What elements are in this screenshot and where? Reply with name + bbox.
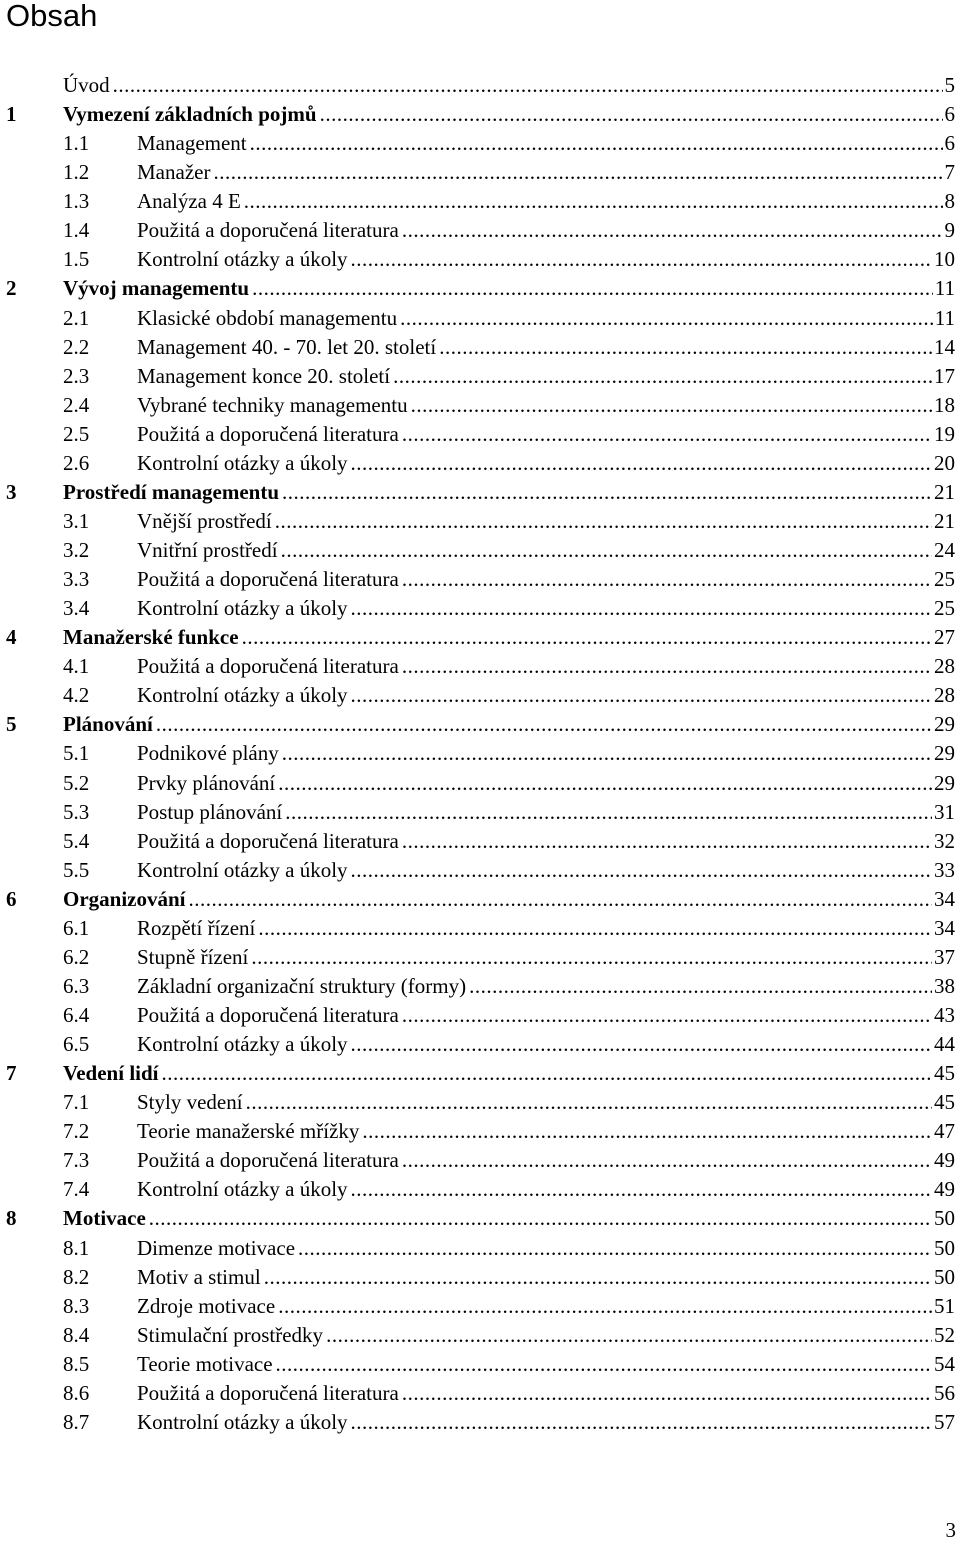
toc-entry-title: Kontrolní otázky a úkoly	[137, 1409, 348, 1434]
toc-entry-page: 5	[944, 73, 955, 97]
toc-entry-line	[137, 507, 955, 536]
toc-entry-number: 3.1	[63, 508, 90, 533]
toc-entry-title: Kontrolní otázky a úkoly	[137, 450, 348, 475]
toc-entry[interactable]	[0, 1001, 960, 1030]
toc-entry-page: 11	[934, 305, 955, 330]
toc-dot-leader	[276, 1350, 932, 1379]
toc-entry-number: 8.1	[63, 1235, 90, 1260]
toc-dot-leader	[411, 391, 932, 420]
toc-entry-number: 6	[6, 886, 17, 911]
toc-entry-page: 49	[934, 1148, 955, 1173]
toc-entry-title: Podnikové plány	[137, 741, 279, 766]
toc-entry[interactable]	[0, 914, 960, 943]
toc-entry[interactable]	[0, 216, 960, 245]
toc-dot-leader	[351, 594, 932, 623]
toc-entry-line	[137, 972, 955, 1001]
toc-entry-line	[63, 885, 955, 914]
toc-entry[interactable]	[0, 681, 960, 710]
toc-entry-page: 33	[934, 857, 955, 882]
toc-dot-leader	[298, 1234, 932, 1263]
toc-entry-page: 27	[934, 625, 955, 650]
toc-entry-line	[137, 914, 955, 943]
toc-entry-title: Kontrolní otázky a úkoly	[137, 247, 348, 272]
toc-entry[interactable]	[0, 478, 960, 507]
toc-entry[interactable]	[0, 187, 960, 216]
toc-dot-leader	[250, 129, 943, 158]
toc-entry[interactable]	[0, 1204, 960, 1233]
toc-entry-line	[63, 710, 955, 739]
toc-entry-line	[137, 245, 955, 274]
toc-dot-leader	[469, 972, 932, 1001]
toc-entry-number: 2	[6, 276, 17, 301]
toc-entry-line	[137, 1001, 955, 1030]
toc-entry-title: Vývoj managementu	[63, 276, 250, 301]
toc-entry-title: Použitá a doporučená literatura	[137, 567, 399, 592]
toc-entry-page: 31	[934, 799, 955, 824]
toc-entry-line	[63, 100, 955, 129]
toc-entry-number: 2.1	[63, 305, 90, 330]
toc-entry-page: 7	[944, 160, 955, 185]
toc-entry-title: Stupně řízení	[137, 944, 249, 969]
toc-entry-page: 29	[934, 770, 955, 795]
toc-dot-leader	[285, 798, 932, 827]
toc-entry-line	[137, 1030, 955, 1059]
toc-entry-title: Analýza 4 E	[137, 189, 241, 214]
toc-entry-number: 2.2	[63, 334, 90, 359]
toc-entry-number: 1.5	[63, 247, 90, 272]
toc-entry-title: Použitá a doporučená literatura	[137, 421, 399, 446]
toc-entry[interactable]	[0, 71, 960, 100]
toc-entry-number: 1.3	[63, 189, 90, 214]
toc-entry-title: Motivace	[63, 1206, 146, 1231]
toc-entry[interactable]	[0, 362, 960, 391]
toc-dot-leader	[264, 1263, 932, 1292]
toc-dot-leader	[251, 943, 932, 972]
toc-entry-page: 24	[934, 538, 955, 562]
toc-entry[interactable]	[0, 536, 960, 565]
toc-entry-page: 28	[934, 683, 955, 708]
toc-entry[interactable]	[0, 769, 960, 798]
toc-dot-leader	[156, 710, 932, 739]
toc-entry-page: 54	[934, 1351, 955, 1376]
toc-entry-number: 1.4	[63, 218, 90, 243]
toc-entry-line	[137, 304, 955, 333]
toc-entry-title: Stimulační prostředky	[137, 1322, 324, 1347]
toc-entry[interactable]	[0, 1263, 960, 1292]
toc-entry-number: 8.3	[63, 1293, 90, 1318]
toc-entry-line	[137, 856, 955, 885]
toc-dot-leader	[113, 71, 943, 100]
toc-entry-page: 47	[934, 1119, 955, 1144]
toc-entry[interactable]	[0, 1059, 960, 1088]
toc-entry-title: Vedení lidí	[63, 1061, 159, 1086]
toc-entry-number: 6.4	[63, 1003, 90, 1027]
toc-dot-leader	[258, 914, 932, 943]
toc-entry[interactable]	[0, 245, 960, 274]
toc-entry-page: 25	[934, 596, 955, 621]
toc-dot-leader	[282, 739, 932, 768]
toc-entry-title: Teorie motivace	[137, 1351, 273, 1376]
toc-entry-page: 14	[934, 334, 955, 359]
toc-entry-title: Styly vedení	[137, 1090, 243, 1115]
toc-entry[interactable]	[0, 449, 960, 478]
toc-entry[interactable]	[0, 333, 960, 362]
toc-entry[interactable]	[0, 565, 960, 594]
toc-dot-leader	[362, 1117, 932, 1146]
toc-entry-line	[137, 158, 955, 187]
toc-entry-title: Management	[137, 131, 247, 156]
toc-entry-line	[137, 1263, 955, 1292]
toc-entry-number: 8.2	[63, 1264, 90, 1289]
toc-entry-number: 5.1	[63, 741, 90, 766]
toc-dot-leader	[402, 565, 932, 594]
toc-entry-page: 21	[934, 479, 955, 504]
toc-dot-leader	[326, 1321, 932, 1350]
toc-dot-leader	[252, 274, 933, 303]
toc-entry-title: Vymezení základních pojmů	[63, 102, 317, 127]
toc-entry-number: 6.3	[63, 973, 90, 998]
toc-entry-page: 10	[934, 247, 955, 272]
toc-entry-title: Management 40. - 70. let 20. století	[137, 334, 437, 359]
toc-entry-number: 1	[6, 102, 17, 127]
toc-entry-page: 28	[934, 654, 955, 679]
toc-entry-title: Použitá a doporučená literatura	[137, 218, 399, 243]
toc-entry-number: 8.4	[63, 1322, 90, 1347]
toc-entry[interactable]	[0, 100, 960, 129]
toc-entry-page: 56	[934, 1380, 955, 1405]
toc-entry-page: 6	[944, 102, 955, 127]
toc-dot-leader	[242, 623, 932, 652]
toc-entry-title: Kontrolní otázky a úkoly	[137, 857, 348, 882]
toc-entry[interactable]	[0, 304, 960, 333]
toc-entry-title: Kontrolní otázky a úkoly	[137, 596, 348, 621]
toc-entry[interactable]	[0, 594, 960, 623]
toc-dot-leader	[213, 158, 942, 187]
toc-dot-leader	[351, 449, 932, 478]
toc-entry[interactable]	[0, 420, 960, 449]
toc-entry-title: Použitá a doporučená literatura	[137, 828, 399, 853]
toc-entry-number: 3.3	[63, 567, 90, 592]
toc-dot-leader	[275, 507, 932, 536]
toc-entry[interactable]	[0, 652, 960, 681]
toc-entry-page: 32	[934, 828, 955, 853]
toc-entry-title: Vybrané techniky managementu	[137, 392, 408, 417]
toc-entry[interactable]	[0, 943, 960, 972]
toc-entry-line	[137, 216, 955, 245]
toc-entry-number: 5.5	[63, 857, 90, 882]
toc-dot-leader	[244, 187, 943, 216]
toc-entry[interactable]	[0, 710, 960, 739]
toc-entry[interactable]	[0, 1379, 960, 1408]
toc-entry-title: Použitá a doporučená literatura	[137, 1003, 399, 1027]
toc-entry-number: 5.3	[63, 799, 90, 824]
toc-entry-page: 50	[934, 1264, 955, 1289]
toc-entry-title: Kontrolní otázky a úkoly	[137, 1032, 348, 1057]
toc-entry-line	[63, 1059, 955, 1088]
toc-dot-leader	[351, 856, 932, 885]
toc-entry[interactable]	[0, 507, 960, 536]
toc-entry[interactable]	[0, 739, 960, 768]
toc-entry-line	[137, 362, 955, 391]
toc-entry[interactable]	[0, 1088, 960, 1117]
toc-entry-page: 34	[934, 915, 955, 940]
toc-entry-line	[137, 1146, 955, 1175]
toc-entry[interactable]	[0, 798, 960, 827]
toc-entry-title: Manažerské funkce	[63, 625, 239, 650]
toc-dot-leader	[189, 885, 932, 914]
toc-entry-title: Klasické období managementu	[137, 305, 398, 330]
toc-entry-line	[137, 129, 955, 158]
toc-entry-title: Teorie manažerské mřížky	[137, 1119, 360, 1144]
toc-entry-number: 8	[6, 1206, 17, 1231]
table-of-contents	[0, 71, 960, 1437]
toc-entry-number: 2.3	[63, 363, 90, 388]
toc-entry-line	[63, 1204, 955, 1233]
toc-entry-title: Vnější prostředí	[137, 508, 272, 533]
toc-entry[interactable]	[0, 1117, 960, 1146]
toc-entry-title: Zdroje motivace	[137, 1293, 276, 1318]
toc-entry-page: 21	[934, 508, 955, 533]
toc-entry-number: 4	[6, 625, 17, 650]
toc-entry[interactable]	[0, 1350, 960, 1379]
toc-entry-number: 6.5	[63, 1032, 90, 1057]
toc-entry-title: Postup plánování	[137, 799, 283, 824]
toc-entry-title: Prvky plánování	[137, 770, 276, 795]
toc-entry-page: 50	[934, 1235, 955, 1260]
toc-entry-number: 7.1	[63, 1090, 90, 1115]
toc-entry-page: 57	[934, 1409, 955, 1434]
toc-entry-title: Management konce 20. století	[137, 363, 391, 388]
toc-dot-leader	[278, 1292, 932, 1321]
toc-entry-page: 17	[934, 363, 955, 388]
toc-entry-line	[137, 1117, 955, 1146]
toc-entry-number: 5	[6, 712, 17, 737]
toc-entry-page: 52	[934, 1322, 955, 1347]
toc-entry-title: Použitá a doporučená literatura	[137, 654, 399, 679]
toc-entry-title: Použitá a doporučená literatura	[137, 1148, 399, 1173]
toc-entry-title: Kontrolní otázky a úkoly	[137, 683, 348, 708]
toc-entry[interactable]	[0, 972, 960, 1001]
toc-entry-line	[137, 652, 955, 681]
toc-entry[interactable]	[0, 1408, 960, 1437]
toc-entry-line	[137, 1408, 955, 1437]
toc-entry-line	[137, 420, 955, 449]
toc-dot-leader	[149, 1204, 932, 1233]
toc-entry-page: 44	[934, 1032, 955, 1057]
toc-entry-title: Manažer	[137, 160, 211, 185]
toc-entry-number: 4.1	[63, 654, 90, 679]
toc-dot-leader	[402, 1146, 932, 1175]
toc-entry-number: 2.5	[63, 421, 90, 446]
toc-entry-number: 6.2	[63, 944, 90, 969]
toc-entry[interactable]	[0, 1030, 960, 1059]
toc-entry-line	[137, 943, 955, 972]
toc-dot-leader	[351, 245, 932, 274]
toc-entry-number: 7.4	[63, 1177, 90, 1202]
toc-entry[interactable]	[0, 1175, 960, 1204]
toc-entry-line	[137, 1088, 955, 1117]
toc-entry[interactable]	[0, 391, 960, 420]
toc-dot-leader	[278, 769, 932, 798]
toc-entry[interactable]	[0, 885, 960, 914]
toc-entry-number: 2.4	[63, 392, 90, 417]
toc-dot-leader	[402, 827, 932, 856]
toc-entry-line	[137, 681, 955, 710]
toc-entry-line	[137, 769, 955, 798]
toc-entry-line	[137, 391, 955, 420]
toc-entry-number: 1.2	[63, 160, 90, 185]
toc-dot-leader	[400, 304, 933, 333]
toc-entry-line	[137, 449, 955, 478]
toc-entry[interactable]	[0, 856, 960, 885]
toc-dot-leader	[439, 333, 932, 362]
toc-entry-title: Základní organizační struktury (formy)	[137, 973, 467, 998]
toc-entry[interactable]	[0, 1321, 960, 1350]
toc-entry-line	[63, 71, 955, 100]
toc-entry-page: 29	[934, 712, 955, 737]
toc-entry-line	[137, 1321, 955, 1350]
toc-entry-page: 18	[934, 392, 955, 417]
toc-entry-page: 49	[934, 1177, 955, 1202]
toc-entry-page: 9	[944, 218, 955, 243]
toc-entry[interactable]	[0, 1292, 960, 1321]
toc-entry-title: Plánování	[63, 712, 153, 737]
toc-entry-number: 1.1	[63, 131, 90, 156]
toc-entry-number: 5.4	[63, 828, 90, 853]
toc-dot-leader	[281, 536, 932, 565]
toc-entry-line	[137, 1175, 955, 1204]
toc-entry[interactable]	[0, 827, 960, 856]
toc-dot-leader	[402, 652, 932, 681]
toc-entry-line	[63, 274, 955, 303]
toc-entry-title: Použitá a doporučená literatura	[137, 1380, 399, 1405]
toc-entry-line	[137, 1292, 955, 1321]
toc-entry-title: Dimenze motivace	[137, 1235, 296, 1260]
toc-entry-line	[137, 798, 955, 827]
toc-entry-page: 50	[934, 1206, 955, 1231]
toc-entry-title: Motiv a stimul	[137, 1264, 261, 1289]
toc-entry-number: 6.1	[63, 915, 90, 940]
page-number: 3	[945, 1518, 956, 1542]
toc-entry-number: 3	[6, 479, 17, 504]
toc-entry-page: 20	[934, 450, 955, 475]
toc-entry-page: 45	[934, 1061, 955, 1086]
toc-entry-page: 11	[934, 276, 955, 301]
toc-entry-page: 34	[934, 886, 955, 911]
toc-entry-page: 43	[934, 1003, 955, 1027]
toc-dot-leader	[351, 681, 932, 710]
toc-entry-line	[137, 1379, 955, 1408]
toc-entry-line	[137, 739, 955, 768]
toc-entry-number: 8.7	[63, 1409, 90, 1434]
toc-entry-line	[137, 536, 955, 565]
toc-entry-number: 7.3	[63, 1148, 90, 1173]
toc-entry-title: Rozpětí řízení	[137, 915, 256, 940]
toc-dot-leader	[402, 1001, 932, 1030]
toc-entry-page: 37	[934, 944, 955, 969]
toc-entry-title: Prostředí managementu	[63, 479, 279, 504]
toc-entry-page: 25	[934, 567, 955, 592]
toc-entry-title: Úvod	[63, 73, 110, 97]
toc-dot-leader	[402, 420, 932, 449]
toc-dot-leader	[351, 1408, 932, 1437]
toc-entry-line	[63, 478, 955, 507]
toc-dot-leader	[282, 478, 932, 507]
toc-entry-page: 8	[944, 189, 955, 214]
toc-entry-page: 38	[934, 973, 955, 998]
toc-dot-leader	[351, 1030, 932, 1059]
toc-entry-line	[63, 623, 955, 652]
toc-entry-title: Kontrolní otázky a úkoly	[137, 1177, 348, 1202]
toc-entry-line	[137, 187, 955, 216]
toc-entry-number: 2.6	[63, 450, 90, 475]
toc-entry[interactable]	[0, 1234, 960, 1263]
toc-entry[interactable]	[0, 129, 960, 158]
toc-entry-line	[137, 827, 955, 856]
toc-entry-line	[137, 333, 955, 362]
toc-entry-number: 7	[6, 1061, 17, 1086]
toc-entry[interactable]	[0, 1146, 960, 1175]
toc-dot-leader	[402, 1379, 932, 1408]
toc-entry-line	[137, 594, 955, 623]
toc-entry-number: 7.2	[63, 1119, 90, 1144]
toc-entry-page: 29	[934, 741, 955, 766]
toc-dot-leader	[393, 362, 932, 391]
toc-entry-number: 3.4	[63, 596, 90, 621]
toc-dot-leader	[402, 216, 943, 245]
toc-entry-number: 5.2	[63, 770, 90, 795]
page-title: Obsah	[6, 0, 98, 33]
toc-dot-leader	[246, 1088, 932, 1117]
toc-entry-number: 8.5	[63, 1351, 90, 1376]
toc-entry-title: Organizování	[63, 886, 186, 911]
toc-entry-line	[137, 565, 955, 594]
toc-entry-page: 6	[944, 131, 955, 156]
toc-entry[interactable]	[0, 623, 960, 652]
toc-entry-title: Vnitřní prostředí	[137, 538, 278, 562]
toc-dot-leader	[320, 100, 943, 129]
toc-entry-number: 8.6	[63, 1380, 90, 1405]
toc-entry-page: 51	[934, 1293, 955, 1318]
toc-entry-line	[137, 1350, 955, 1379]
toc-entry-page: 19	[934, 421, 955, 446]
toc-entry[interactable]	[0, 158, 960, 187]
toc-entry-number: 3.2	[63, 538, 90, 562]
toc-entry[interactable]	[0, 274, 960, 303]
toc-entry-line	[137, 1234, 955, 1263]
toc-dot-leader	[162, 1059, 932, 1088]
toc-dot-leader	[351, 1175, 932, 1204]
toc-entry-page: 45	[934, 1090, 955, 1115]
toc-entry-number: 4.2	[63, 683, 90, 708]
